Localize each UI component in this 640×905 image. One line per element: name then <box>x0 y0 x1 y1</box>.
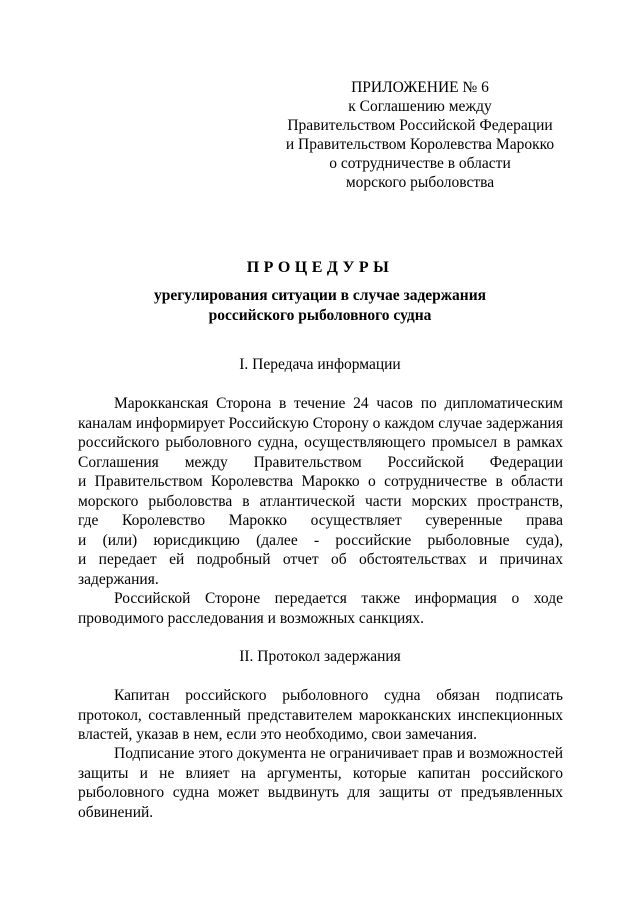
section-1-paragraph-2 <box>78 589 563 628</box>
paragraph-line: Российской Стороне передается также информация о ходе <box>114 590 563 607</box>
section-2-paragraph-1 <box>78 686 563 745</box>
paragraph-line: обвинений. <box>78 803 154 821</box>
paragraph-line: проводимого расследования и возможных санкциях. <box>78 609 425 627</box>
paragraph-line: и Правительством Королевства Марокко о сотрудничестве в области <box>78 473 563 490</box>
paragraph-line: российского рыболовного судна, осуществляющего промысел в рамках <box>78 434 563 451</box>
paragraph-line: и (или) юрисдикцию (далее - российские рыболовные суда), <box>78 531 563 549</box>
paragraph-line: задержания. <box>78 570 159 588</box>
paragraph-line: Капитан российского рыболовного судна обязан подписать <box>114 687 563 704</box>
section-2-paragraph-2 <box>78 744 563 822</box>
subtitle-line: урегулирования ситуации в случае задержания <box>153 287 487 304</box>
annex-line: ПРИЛОЖЕНИЕ № 6 <box>351 79 489 96</box>
paragraph-line: протокол, составленный представителем марокканских инспекционных <box>78 706 563 724</box>
subtitle-line: российского рыболовного судна <box>208 306 432 324</box>
paragraph-line: и передает ей подробный отчет об обстоятельствах и причинах <box>78 551 563 568</box>
document-title: ПРОЦЕДУРЫ <box>246 259 394 276</box>
paragraph-line: морского рыболовства в атлантической части морских пространств, <box>78 492 563 510</box>
section-heading-2: II. Протокол задержания <box>239 648 401 665</box>
annex-line: и Правительством Королевства Марокко <box>285 136 555 153</box>
section-1-paragraph-1 <box>78 394 563 589</box>
paragraph-line: рыболовного судна может выдвинуть для защиты от предъявленных <box>78 784 563 801</box>
paragraph-line: каналам информирует Российскую Сторону о каждом случае задержания <box>78 414 563 432</box>
paragraph-line: властей, указав в нем, если это необходимо, свои замечания. <box>78 726 478 743</box>
annex-line: морского рыболовства <box>345 174 495 191</box>
paragraph-line: Марокканская Сторона в течение 24 часов по дипломатическим <box>114 395 563 412</box>
paragraph-line: Подписание этого документа не ограничивает прав и возможностей <box>114 745 563 762</box>
annex-line: к Соглашению между <box>348 98 492 115</box>
annex-header <box>262 78 578 192</box>
annex-line: о сотрудничестве в области <box>329 155 511 172</box>
paragraph-line: Соглашения между Правительством Российской Федерации <box>78 453 563 471</box>
paragraph-line: где Королевство Марокко осуществляет суверенные права <box>78 512 563 529</box>
annex-line: Правительством Российской Федерации <box>287 117 553 134</box>
paragraph-line: защиты и не влияет на аргументы, которые капитан российского <box>78 764 563 782</box>
document-subtitle <box>0 286 640 325</box>
section-heading-1: I. Передача информации <box>239 356 401 373</box>
